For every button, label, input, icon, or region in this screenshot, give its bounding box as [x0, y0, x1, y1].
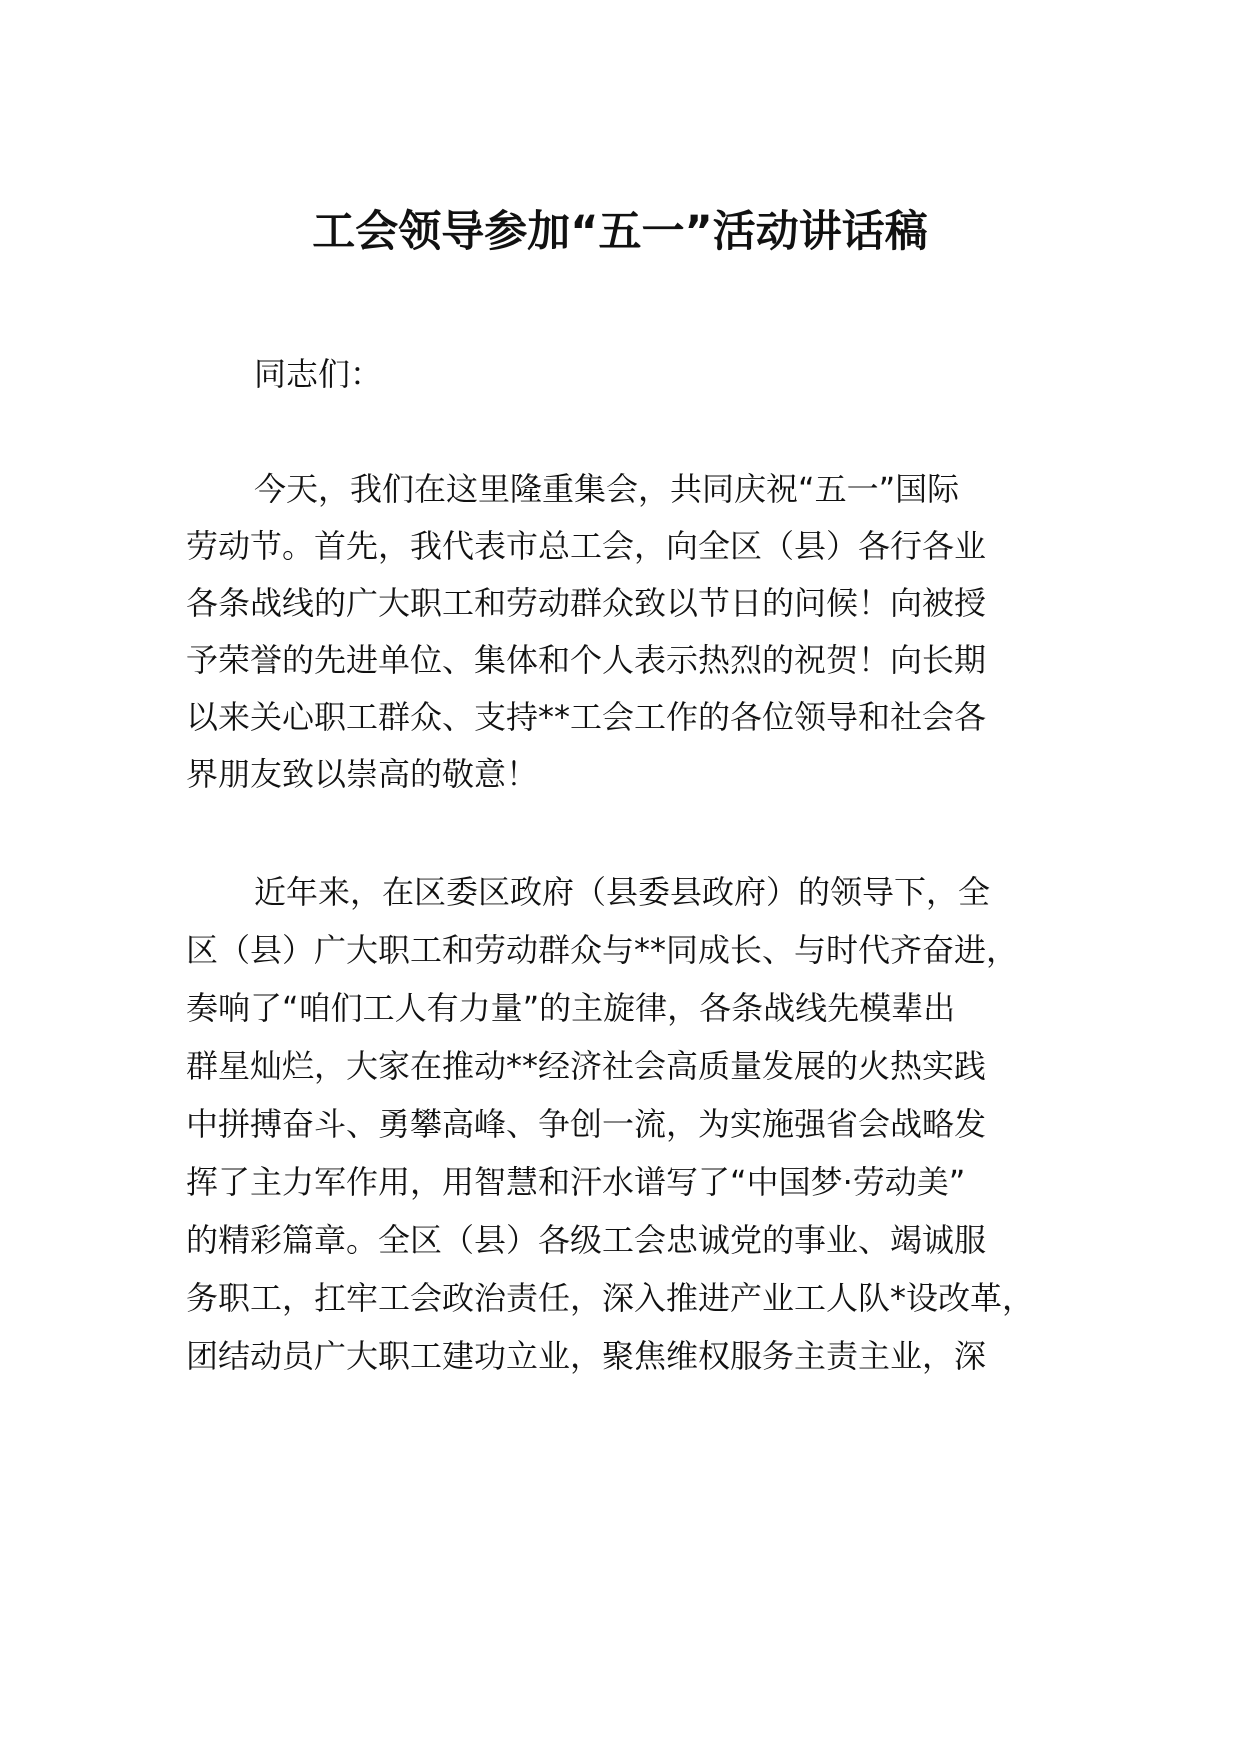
paragraph-line: 群星灿烂，大家在推动**经济社会高质量发展的火热实践: [186, 1047, 987, 1085]
document-title: 工会领导参加“五一”活动讲话稿: [312, 207, 928, 257]
paragraph-line: 的精彩篇章。全区（县）各级工会忠诚党的事业、竭诚服: [186, 1221, 987, 1259]
paragraph-line: 予荣誉的先进单位、集体和个人表示热烈的祝贺！向长期: [186, 641, 987, 679]
paragraph-line: 劳动节。首先，我代表市总工会，向全区（县）各行各业: [186, 527, 987, 565]
paragraph-line: 团结动员广大职工建功立业，聚焦维权服务主责主业，深: [186, 1337, 987, 1375]
paragraph-line: 今天，我们在这里隆重集会，共同庆祝“五一”国际: [254, 470, 960, 508]
paragraph-line: 奏响了“咱们工人有力量”的主旋律，各条战线先模辈出: [186, 989, 956, 1027]
salutation: 同志们：: [254, 355, 383, 393]
paragraph-line: 各条战线的广大职工和劳动群众致以节日的问候！向被授: [186, 584, 987, 622]
paragraph-line: 界朋友致以崇高的敬意！: [186, 755, 539, 793]
paragraph-line: 务职工，扛牢工会政治责任，深入推进产业工人队*设改革，: [186, 1279, 1035, 1317]
paragraph-line: 挥了主力军作用，用智慧和汗水谱写了“中国梦·劳动美”: [186, 1163, 966, 1201]
paragraph-line: 区（县）广大职工和劳动群众与**同成长、与时代齐奋进，: [186, 931, 1019, 969]
paragraph-line: 以来关心职工群众、支持**工会工作的各位领导和社会各: [186, 698, 987, 736]
paragraph-line: 中拼搏奋斗、勇攀高峰、争创一流，为实施强省会战略发: [186, 1105, 987, 1143]
paragraph-line: 近年来，在区委区政府（县委县政府）的领导下，全: [254, 873, 991, 911]
